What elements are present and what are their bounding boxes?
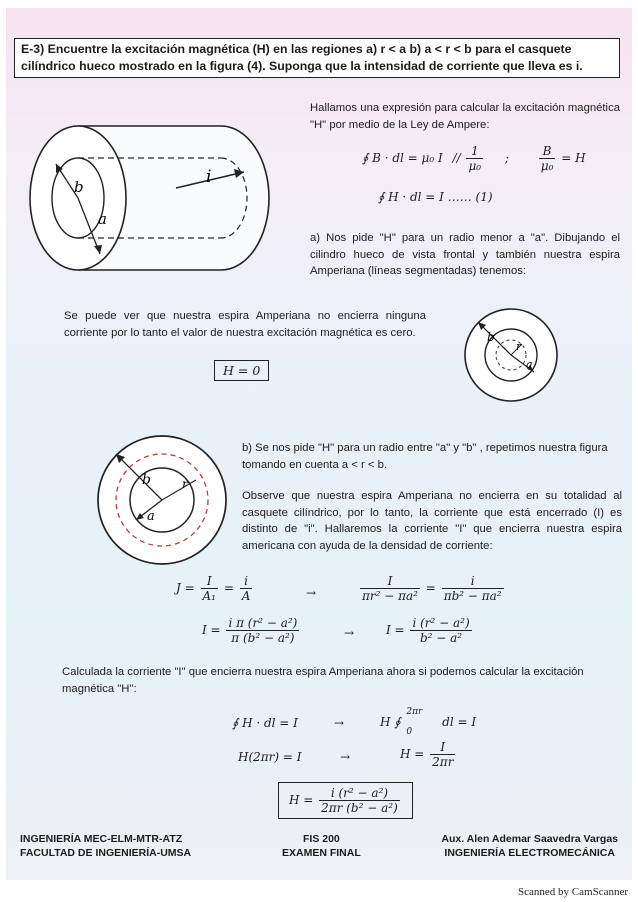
arrow-2: →	[344, 626, 355, 640]
front-view-figure-a	[456, 300, 566, 410]
part-a-text: a) Nos pide "H" para un radio menor a "a". Dibujando el cilindro hueco de vista frontal y también nuestra espira Amperiana (líneas segmentadas) tenemos:	[310, 232, 620, 277]
part-a-explanation: Se puede ver que nuestra espira Amperiana no encierra ninguna corriente por lo tanto el valor de nuestra excitación magnética es cero.	[64, 310, 426, 339]
ampere-law-divider: //	[452, 151, 461, 165]
j-fraction-1: $\frac{I}{\text{A₁}}$	[202, 574, 216, 603]
cylinder-figure	[16, 120, 278, 278]
enclosed-current-simplified-fraction: $\frac{\text{i (r² − a²)}}{\text{b² − a²}}$	[412, 616, 470, 645]
result-h-zero: H = 0	[214, 360, 269, 381]
enclosed-current-simplified-lhs: I =	[386, 623, 405, 637]
problem-header-line2: cilíndrico hueco mostrado en la figura (4). Suponga que la intensidad de corriente que lleva es i.	[21, 59, 583, 73]
j-fraction-2: $\frac{i}{A}$	[241, 574, 251, 603]
problem-header-line1: E-3) Encuentre la excitación magnética (H) en las regiones a) r < a b) a < r < b para el casquete	[21, 42, 572, 56]
footer-left-line2: FACULTAD DE INGENIERÍA-UMSA	[20, 847, 192, 859]
final-result-fraction: $\frac{\text{i (r² − a²)}}{\text{2πr (b² − a²)}}$	[321, 786, 398, 815]
ampere-h-line-integral: ∮ H · dl = I	[232, 716, 298, 730]
current-density-equation-2	[358, 574, 506, 603]
final-result-lhs: H =	[289, 793, 314, 807]
footer-center	[282, 832, 361, 860]
enclosed-current-simplified	[386, 616, 474, 645]
arrow-1: →	[306, 586, 317, 600]
integral-upper-limit: 2πr	[406, 707, 423, 717]
footer-right-line2: INGENIERÍA ELECTROMECÁNICA	[444, 847, 615, 859]
current-density-lhs: J =	[176, 581, 195, 595]
h-equals-lhs: H =	[400, 747, 425, 761]
cylinder-label-b: b	[74, 178, 84, 196]
b-over-mu-rhs: = H	[561, 151, 586, 165]
ampere-h-equation: ∮ H · dl = I …… (1)	[378, 190, 493, 204]
conclusion-text: Calculada la corriente "I" que encierra nuestra espira Amperiana ahora si podemos calcular la excitación magnética "H":	[62, 666, 584, 695]
ampere-h-integral-limits	[380, 706, 476, 744]
front-b-label-a: a	[147, 509, 155, 524]
enclosed-current-lhs: I =	[202, 623, 221, 637]
j2-fraction-1: $\frac{I}{\text{πr² − πa²}}$	[362, 574, 418, 603]
arrow-4: →	[340, 750, 351, 764]
footer-left-line1: INGENIERÍA MEC-ELM-MTR-ATZ	[20, 833, 183, 845]
h-times-circumference: H(2πr) = I	[238, 750, 302, 764]
h-equals-i-over-2pir	[400, 740, 457, 769]
footer-center-line2: EXAMEN FINAL	[282, 847, 361, 859]
front-b-label-r: r	[182, 477, 188, 491]
ampere-law-lhs: ∮ B · dl = μ₀ I	[362, 151, 443, 165]
footer-left	[20, 832, 191, 860]
ampere-law-semicolon: ;	[504, 151, 509, 165]
footer-right-line1: Aux. Alen Ademar Saavedra Vargas	[441, 833, 618, 845]
problem-header	[14, 38, 620, 78]
j2-fraction-2: $\frac{i}{\text{πb² − πa²}}$	[443, 574, 502, 603]
front-view-figure-b	[92, 430, 232, 570]
enclosed-current-equation	[202, 616, 301, 645]
footer-center-line1: FIS 200	[302, 833, 340, 845]
final-result-box	[278, 782, 413, 819]
document-page	[6, 8, 632, 880]
current-density-equation	[176, 574, 254, 603]
cylinder-label-i: i	[206, 167, 212, 187]
part-b-text: b) Se nos pide "H" para un radio entre "a" y "b" , repetimos nuestra figura tomando en cuenta a < r < b.	[242, 442, 608, 471]
front-a-label-a: a	[526, 358, 533, 371]
part-b-explanation: Observe que nuestra espira Amperiana no encierra en su totalidad al casquete cilíndrico, por lo tanto, la corriente que está encerrado (I) es distinto de "i". Hallaremos la corriente "I" que encierra nuestra espira americana con ayuda de la densidad de corriente:	[242, 490, 622, 552]
cylinder-label-a: a	[98, 210, 107, 228]
integral-prefix: H ∮	[380, 715, 401, 729]
integral-lower-limit: 0	[406, 727, 413, 737]
b-over-mu-fraction: $\frac{B}{\text{μ₀}}$	[540, 144, 554, 173]
scanner-watermark: Scanned by CamScanner	[518, 886, 628, 898]
j-equals: =	[223, 581, 234, 595]
front-a-label-b: b	[487, 330, 495, 344]
integral-suffix: dl = I	[442, 715, 477, 729]
front-a-label-r: r	[516, 340, 522, 353]
intro-text: Hallamos una expresión para calcular la excitación magnética "H" por medio de la Ley de Ampere:	[310, 102, 620, 131]
i-over-2pir-fraction: $\frac{I}{2\pi r}$	[432, 740, 454, 769]
footer-right	[441, 832, 618, 860]
enclosed-current-fraction: $\frac{\text{i π (r² − a²)}}{\text{π (b² − a²)}}$	[228, 616, 298, 645]
j2-equals: =	[425, 581, 436, 595]
arrow-3: →	[334, 716, 345, 730]
front-b-label-b: b	[142, 472, 151, 488]
one-over-mu-fraction: $\frac{1}{\text{μ₀}}$	[468, 144, 482, 173]
ampere-law-equation	[362, 144, 586, 173]
